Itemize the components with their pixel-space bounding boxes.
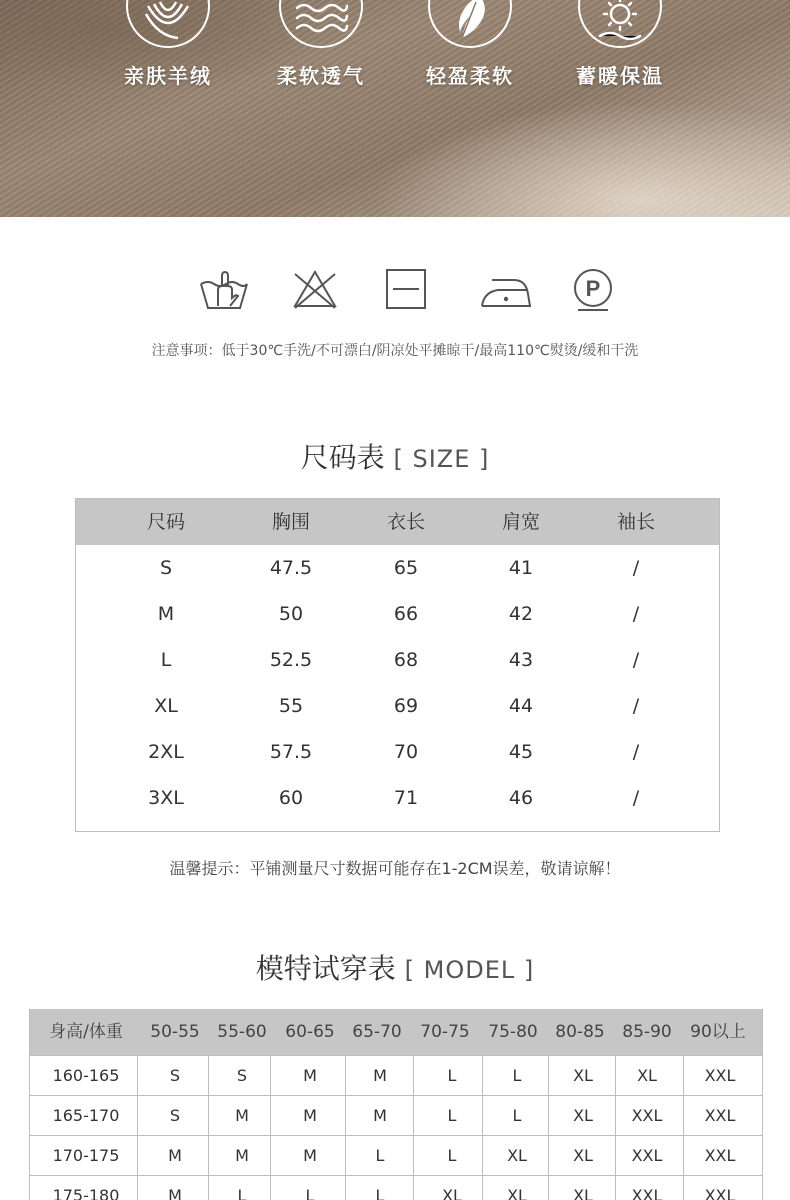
- size-section-title: [0, 436, 790, 476]
- size-table-row: [76, 683, 719, 729]
- size-table-cell: 2XL: [148, 741, 184, 763]
- model-table-header: [30, 1009, 762, 1055]
- model-table-cell: L: [447, 1146, 457, 1165]
- column-divider: [137, 1056, 138, 1096]
- size-table-cell: 52.5: [269, 649, 313, 671]
- no-bleach-icon: [291, 266, 339, 312]
- size-table-cell: 71: [393, 787, 419, 809]
- size-table-row: [76, 591, 719, 637]
- model-table-row: [30, 1175, 762, 1200]
- size-table-cell: 66: [393, 603, 419, 625]
- size-table-cell: 50: [278, 603, 304, 625]
- model-title-cn: 模特试穿表: [255, 952, 396, 985]
- size-table: [75, 498, 720, 832]
- model-table-cell: XL: [507, 1146, 527, 1165]
- model-table-cell: 175-180: [52, 1186, 120, 1200]
- size-table-row: [76, 637, 719, 683]
- size-title-cn: 尺码表: [300, 441, 385, 474]
- model-header-cell: 70-75: [420, 1022, 470, 1042]
- model-fit-table: [29, 1009, 763, 1200]
- size-table-cell: 65: [393, 557, 419, 579]
- model-table-cell: XL: [573, 1066, 593, 1085]
- column-divider: [137, 1096, 138, 1136]
- feature-warm: [560, 0, 680, 89]
- size-table-cell: /: [632, 741, 640, 763]
- model-table-cell: XL: [442, 1186, 462, 1200]
- model-table-cell: M: [373, 1066, 387, 1085]
- model-table-cell: M: [168, 1146, 182, 1165]
- size-table-cell: /: [632, 787, 640, 809]
- size-table-cell: S: [159, 557, 173, 579]
- feather-icon: [440, 0, 500, 40]
- model-table-cell: XXL: [631, 1186, 663, 1200]
- model-title-en: [ MODEL ]: [404, 956, 535, 984]
- dry-clean-letter: P: [585, 276, 601, 301]
- model-table-cell: M: [235, 1146, 249, 1165]
- model-table-cell: L: [237, 1186, 247, 1200]
- model-table-cell: L: [447, 1106, 457, 1125]
- size-measure-note: 温馨提示：平铺测量尺寸数据可能存在1-2CM误差，敬请谅解！: [169, 859, 621, 878]
- size-table-cell: 42: [508, 603, 534, 625]
- size-title-en: [ SIZE ]: [393, 445, 490, 473]
- size-table-cell: /: [632, 603, 640, 625]
- model-table-cell: M: [235, 1106, 249, 1125]
- size-table-cell: 41: [508, 557, 534, 579]
- dry-flat-icon: [385, 266, 427, 310]
- size-table-row: [76, 545, 719, 591]
- size-table-cell: 43: [508, 649, 534, 671]
- wool-ball-icon: [138, 0, 198, 40]
- size-table-cell: 68: [393, 649, 419, 671]
- feature-label: 轻盈柔软: [426, 64, 514, 88]
- model-header-cell: 65-70: [352, 1022, 402, 1042]
- size-table-cell: 46: [508, 787, 534, 809]
- model-table-cell: L: [447, 1066, 457, 1085]
- size-header-cell: 肩宽: [501, 511, 540, 533]
- size-table-cell: /: [632, 557, 640, 579]
- model-table-cell: M: [168, 1186, 182, 1200]
- model-table-cell: S: [169, 1106, 181, 1125]
- model-header-cell: 身高/体重: [49, 1022, 123, 1042]
- size-table-cell: M: [157, 603, 175, 625]
- size-table-cell: 3XL: [148, 787, 184, 809]
- size-table-cell: 60: [278, 787, 304, 809]
- model-table-cell: XXL: [704, 1186, 736, 1200]
- model-table-cell: L: [375, 1186, 385, 1200]
- dry-clean-p-icon: [572, 266, 614, 312]
- model-header-cell: 50-55: [150, 1022, 200, 1042]
- size-table-cell: 70: [393, 741, 419, 763]
- model-table-cell: S: [169, 1066, 181, 1085]
- column-divider: [137, 1136, 138, 1176]
- model-table-cell: L: [512, 1066, 522, 1085]
- size-table-cell: 44: [508, 695, 534, 717]
- feature-label: 蓄暖保温: [576, 64, 664, 88]
- model-table-cell: XXL: [704, 1066, 736, 1085]
- sun-warm-icon: [590, 0, 650, 40]
- model-table-cell: XL: [637, 1066, 657, 1085]
- care-icons: [0, 266, 790, 314]
- iron-icon: [478, 266, 534, 310]
- size-table-cell: 45: [508, 741, 534, 763]
- feature-skin-friendly: [108, 0, 228, 89]
- model-table-cell: XXL: [631, 1106, 663, 1125]
- model-table-cell: 165-170: [52, 1106, 120, 1125]
- model-table-cell: XXL: [631, 1146, 663, 1165]
- model-header-cell: 90以上: [690, 1022, 746, 1042]
- model-table-row: [30, 1095, 762, 1135]
- size-table-cell: L: [160, 649, 172, 671]
- size-table-row: [76, 729, 719, 775]
- model-header-cell: 75-80: [488, 1022, 538, 1042]
- model-table-cell: XXL: [704, 1146, 736, 1165]
- model-table-cell: M: [303, 1106, 317, 1125]
- wave-breathable-icon: [291, 0, 351, 40]
- model-section-title: [0, 947, 790, 987]
- model-table-cell: L: [512, 1106, 522, 1125]
- model-table-cell: XL: [573, 1146, 593, 1165]
- size-table-body: [76, 545, 719, 821]
- feature-label: 柔软透气: [277, 64, 365, 88]
- size-header-cell: 袖长: [616, 511, 655, 533]
- size-table-cell: 47.5: [269, 557, 313, 579]
- model-table-cell: XL: [507, 1186, 527, 1200]
- model-table-cell: L: [375, 1146, 385, 1165]
- size-table-header: [76, 499, 719, 545]
- column-divider: [137, 1176, 138, 1200]
- care-instructions-note: 注意事项：低于30℃手洗/不可漂白/阴凉处平摊晾干/最高110℃熨烫/缓和干洗: [151, 343, 639, 359]
- model-table-cell: M: [303, 1146, 317, 1165]
- model-table-cell: XL: [573, 1106, 593, 1125]
- size-table-cell: XL: [154, 695, 178, 717]
- size-table-cell: 57.5: [269, 741, 313, 763]
- size-table-cell: 69: [393, 695, 419, 717]
- model-table-cell: 170-175: [52, 1146, 120, 1165]
- feature-breathable: [261, 0, 381, 89]
- model-table-cell: XL: [573, 1186, 593, 1200]
- model-table-cell: M: [373, 1106, 387, 1125]
- model-table-cell: L: [305, 1186, 315, 1200]
- model-header-cell: 80-85: [555, 1022, 605, 1042]
- size-table-cell: /: [632, 649, 640, 671]
- model-table-cell: 160-165: [52, 1066, 120, 1085]
- size-header-cell: 尺码: [146, 511, 185, 533]
- feature-label: 亲肤羊绒: [124, 64, 212, 88]
- hand-wash-icon: [198, 266, 250, 312]
- size-header-cell: 胸围: [271, 511, 310, 533]
- model-table-row: [30, 1055, 762, 1095]
- hero-banner: [0, 0, 790, 217]
- size-table-row: [76, 775, 719, 821]
- model-table-cell: M: [303, 1066, 317, 1085]
- model-table-row: [30, 1135, 762, 1175]
- size-table-cell: /: [632, 695, 640, 717]
- model-header-cell: 85-90: [622, 1022, 672, 1042]
- model-table-cell: S: [236, 1066, 248, 1085]
- model-header-cell: 55-60: [217, 1022, 267, 1042]
- feature-lightweight: [410, 0, 530, 89]
- size-header-cell: 衣长: [386, 511, 425, 533]
- model-header-cell: 60-65: [285, 1022, 335, 1042]
- model-table-cell: XXL: [704, 1106, 736, 1125]
- size-table-cell: 55: [278, 695, 304, 717]
